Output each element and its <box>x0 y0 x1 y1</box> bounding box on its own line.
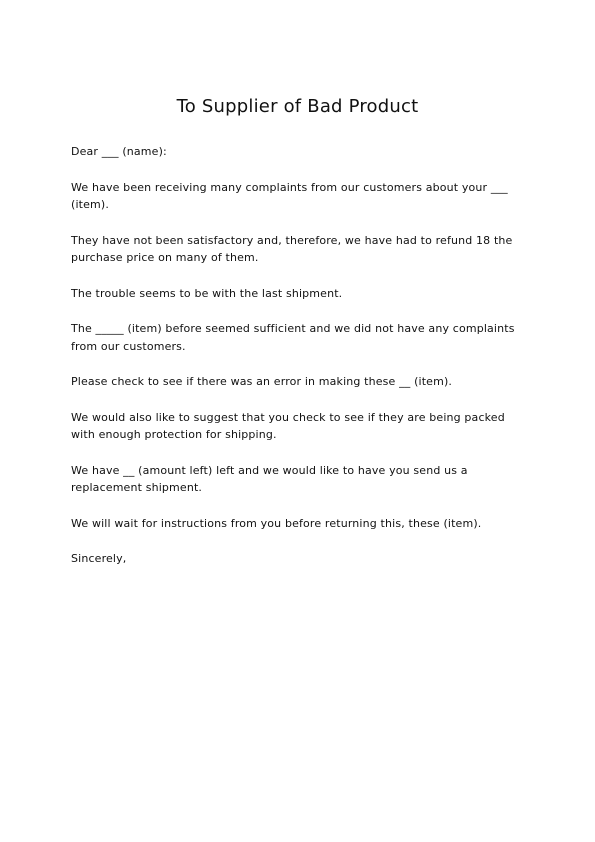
document-title: To Supplier of Bad Product <box>176 96 419 117</box>
letter-body <box>71 143 531 586</box>
paragraph-wait-instructions: We will wait for instructions from you before returning this, these (item). <box>71 516 482 530</box>
closing: Sincerely, <box>71 552 127 565</box>
paragraph-replacement-request: We have __ (amount left) left and we would like to have you send us a replacement shipment. <box>71 463 472 494</box>
paragraph-packing-suggestion: We would also like to suggest that you check to see if they are being packed with enough protection for shipping. <box>71 410 509 441</box>
paragraph-check-error: Please check to see if there was an error in making these __ (item). <box>71 375 453 388</box>
paragraph-previous-item: The _____ (item) before seemed sufficient and we did not have any complaints from our customers. <box>71 322 519 353</box>
salutation: Dear ___ (name): <box>71 145 167 158</box>
paragraph-shipment-trouble: The trouble seems to be with the last shipment. <box>71 286 343 300</box>
paragraph-refund: They have not been satisfactory and, therefore, we have had to refund 18 the purchase price on many of them. <box>71 233 517 264</box>
paragraph-complaints: We have been receiving many complaints from our customers about your ___ (item). <box>71 180 512 211</box>
